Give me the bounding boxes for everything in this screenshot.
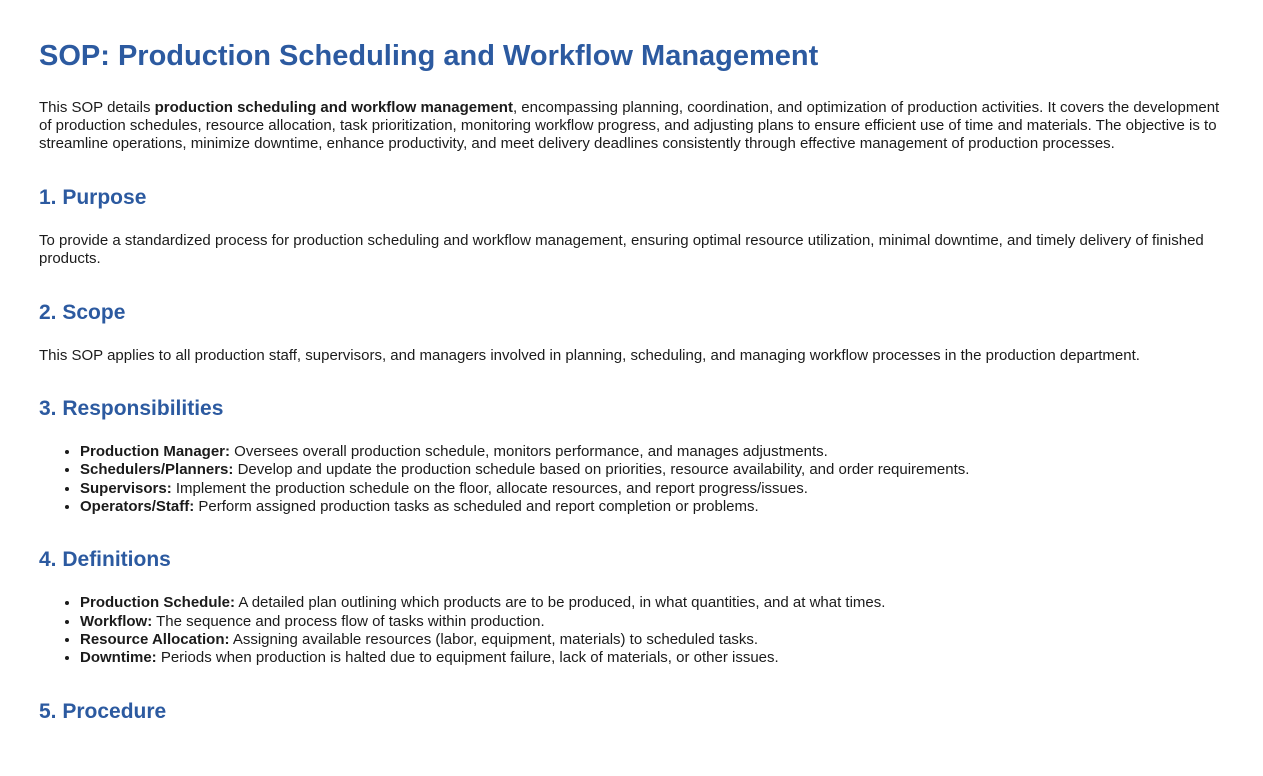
intro-text-before: This SOP details <box>39 98 155 116</box>
responsibilities-list <box>39 443 1224 516</box>
section-heading-purpose: 1. Purpose <box>39 185 147 209</box>
list-item-label: Schedulers/Planners: <box>80 461 234 479</box>
intro-text-after: , encompassing planning, coordination, and optimization of production activities. It covers the development of production schedules, resource allocation, task prioritization, monitoring workflow progress, and adjusting plans to ensure efficient use of time and materials. The objective is to streamline operations, minimize downtime, enhance productivity, and meet delivery deadlines consistently through effective management of production processes. <box>39 98 1220 153</box>
list-item <box>80 649 1224 667</box>
section-heading-procedure: 5. Procedure <box>39 699 167 723</box>
list-item-text: A detailed plan outlining which products are to be produced, in what quantities, and at what times. <box>235 594 886 612</box>
section-heading-responsibilities: 3. Responsibilities <box>39 396 224 420</box>
list-item-text: Periods when production is halted due to equipment failure, lack of materials, or other issues. <box>156 649 779 667</box>
list-item-label: Production Schedule: <box>80 594 236 612</box>
list-item-text: Perform assigned production tasks as scheduled and report completion or problems. <box>194 497 759 515</box>
list-item-label: Operators/Staff: <box>80 497 195 515</box>
list-item <box>80 631 1224 649</box>
list-item-text: The sequence and process flow of tasks within production. <box>152 612 545 630</box>
page-title: SOP: Production Scheduling and Workflow Management <box>39 40 819 72</box>
list-item <box>80 594 1224 612</box>
list-item <box>80 443 1224 461</box>
list-item <box>80 480 1224 498</box>
list-item-text: Assigning available resources (labor, equipment, materials) to scheduled tasks. <box>229 631 759 649</box>
list-item <box>80 461 1224 479</box>
list-item <box>80 498 1224 516</box>
intro-paragraph <box>39 99 1224 154</box>
list-item <box>80 613 1224 631</box>
list-item-label: Production Manager: <box>80 443 231 461</box>
section-body-purpose: To provide a standardized process for production scheduling and workflow management, ensuring optimal resource utilization, minimal downtime, and timely delivery of finished products. <box>39 231 1204 268</box>
intro-bold-phrase: production scheduling and workflow management <box>154 98 513 116</box>
definitions-list <box>39 594 1224 667</box>
list-item-label: Resource Allocation: <box>80 631 230 649</box>
list-item-text: Implement the production schedule on the floor, allocate resources, and report progress/issues. <box>171 479 808 497</box>
section-heading-definitions: 4. Definitions <box>39 548 171 572</box>
section-body-scope: This SOP applies to all production staff, supervisors, and managers involved in planning, scheduling, and managing workflow processes in the production department. <box>39 346 1140 364</box>
list-item-text: Oversees overall production schedule, monitors performance, and manages adjustments. <box>230 443 828 461</box>
list-item-label: Workflow: <box>80 612 153 630</box>
list-item-label: Supervisors: <box>80 479 172 497</box>
list-item-text: Develop and update the production schedule based on priorities, resource availability, and order requirements. <box>233 461 970 479</box>
list-item-label: Downtime: <box>80 649 157 667</box>
section-heading-scope: 2. Scope <box>39 300 126 324</box>
